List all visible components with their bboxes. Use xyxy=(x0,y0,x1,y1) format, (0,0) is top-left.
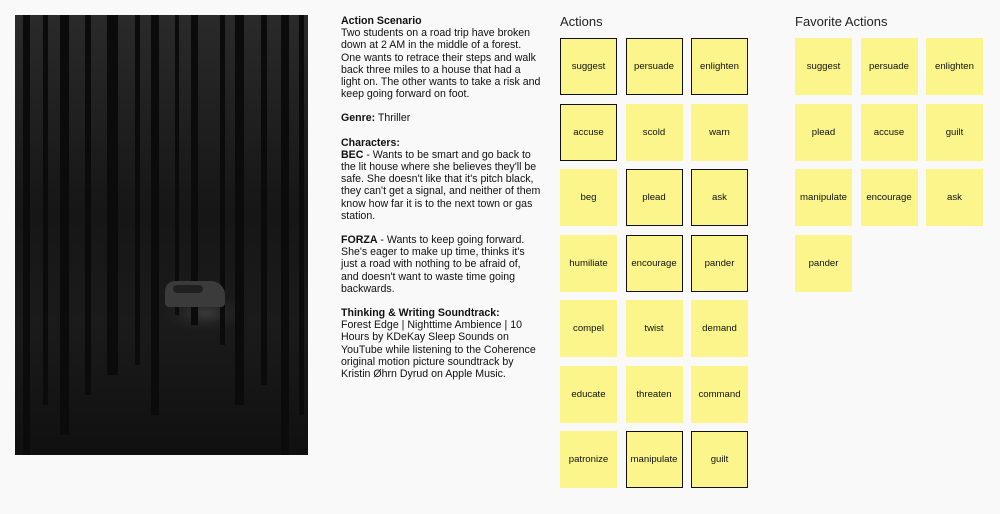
car-silhouette xyxy=(165,281,225,307)
soundtrack-title: Thinking & Writing Soundtrack: xyxy=(341,307,500,320)
actions-title: Actions xyxy=(560,14,603,29)
scenario-title: Action Scenario xyxy=(341,15,422,27)
favorite-note-accuse[interactable]: accuse xyxy=(861,104,918,161)
favorite-note-persuade[interactable]: persuade xyxy=(861,38,918,95)
action-note-scold[interactable]: scold xyxy=(626,104,683,161)
favorite-note-encourage[interactable]: encourage xyxy=(861,169,918,226)
action-note-pander[interactable]: pander xyxy=(691,235,748,292)
action-note-patronize[interactable]: patronize xyxy=(560,431,617,488)
action-note-beg[interactable]: beg xyxy=(560,169,617,226)
favorite-note-guilt[interactable]: guilt xyxy=(926,104,983,161)
favorite-note-enlighten[interactable]: enlighten xyxy=(926,38,983,95)
action-note-ask[interactable]: ask xyxy=(691,169,748,226)
action-note-manipulate[interactable]: manipulate xyxy=(626,431,683,488)
action-note-warn[interactable]: warn xyxy=(691,104,748,161)
character-desc-bec: - Wants to be smart and go back to the lit house where she believes they'll be safe. She doesn't like that it's pitch black, they can't get a signal, and neither of them know how far it is to the next town or gas station. xyxy=(341,148,541,222)
genre-value: Thriller xyxy=(375,112,411,125)
action-note-humiliate[interactable]: humiliate xyxy=(560,235,617,292)
action-note-demand[interactable]: demand xyxy=(691,300,748,357)
character-name-forza: FORZA xyxy=(341,234,378,247)
scenario-panel xyxy=(341,15,541,392)
character-name-bec: BEC xyxy=(341,148,364,161)
action-note-accuse[interactable]: accuse xyxy=(560,104,617,161)
action-note-guilt[interactable]: guilt xyxy=(691,431,748,488)
scenario-body: Two students on a road trip have broken down at 2 AM in the middle of a forest. One wants to retrace their steps and walk back three miles to a house that had a light on. The other wants to take a risk and keep going forward on foot. xyxy=(341,27,541,101)
action-note-suggest[interactable]: suggest xyxy=(560,38,617,95)
action-note-twist[interactable]: twist xyxy=(626,300,683,357)
action-note-plead[interactable]: plead xyxy=(626,169,683,226)
favorite-note-plead[interactable]: plead xyxy=(795,104,852,161)
favorite-note-ask[interactable]: ask xyxy=(926,169,983,226)
forest-photo xyxy=(15,15,308,455)
favorite-note-suggest[interactable]: suggest xyxy=(795,38,852,95)
action-note-command[interactable]: command xyxy=(691,366,748,423)
genre-label: Genre: xyxy=(341,112,376,125)
action-note-threaten[interactable]: threaten xyxy=(626,366,683,423)
action-note-persuade[interactable]: persuade xyxy=(626,38,683,95)
action-note-encourage[interactable]: encourage xyxy=(626,235,683,292)
soundtrack-body: Forest Edge | Nighttime Ambience | 10 Hours by KDeKay Sleep Sounds on YouTube while listening to the Coherence original motion picture soundtrack by Kristin Øhrn Dyrud on Apple Music. xyxy=(341,319,536,381)
favorite-note-manipulate[interactable]: manipulate xyxy=(795,169,852,226)
action-note-educate[interactable]: educate xyxy=(560,366,617,423)
favorite-note-pander[interactable]: pander xyxy=(795,235,852,292)
character-desc-forza: - Wants to keep going forward. She's eager to make up time, thinks it's just a road with nothing to be afraid of, and doesn't want to waste time going backwards. xyxy=(341,234,525,295)
action-note-enlighten[interactable]: enlighten xyxy=(691,38,748,95)
favorites-title: Favorite Actions xyxy=(795,14,888,29)
action-note-compel[interactable]: compel xyxy=(560,300,617,357)
characters-title: Characters: xyxy=(341,136,400,149)
